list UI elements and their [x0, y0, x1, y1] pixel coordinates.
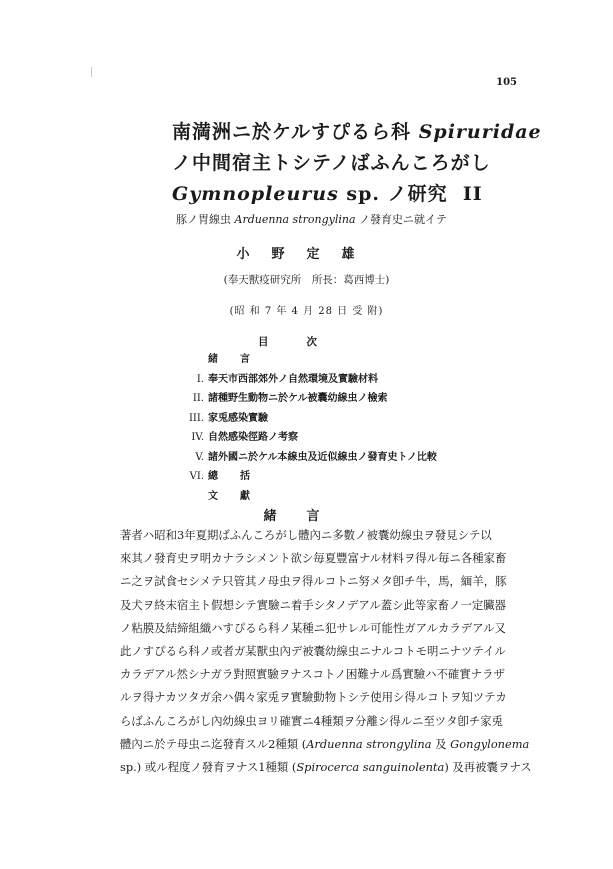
- title-line-3-numeral: II: [462, 183, 483, 205]
- title-line-3-jp: ノ研究: [387, 183, 448, 205]
- toc-item: 文獻: [208, 490, 272, 502]
- toc-item: II. 諸種野生動物ニ於ケル被囊幼線虫ノ檢索: [192, 393, 388, 404]
- toc-item: 緒言: [208, 354, 272, 365]
- author-affiliation: (奉天獸疫研究所 所長：葛西博士): [223, 274, 390, 286]
- body-line: 來其ノ發育史ヲ明カナラシメント欲シ毎夏豐富ナル材料ヲ得ル毎ニ各種家畜: [120, 551, 507, 566]
- toc-item: V. 諸外國ニ於ケル本線虫及近似線虫ノ發育史トノ比較: [195, 451, 437, 463]
- received-date: (昭 和 7 年 4 月 28 日 受 附): [229, 306, 384, 317]
- author-name: 小野定雄: [236, 247, 377, 262]
- subtitle-pre: 豚ノ胃線虫: [176, 213, 235, 226]
- toc-item: IV. 自然感染徑路ノ考察: [191, 432, 298, 443]
- table-of-contents: [178, 350, 437, 506]
- body-line: 此ノすぴるら科ノ或者ガ某獸虫內デ被囊幼線虫ニナルコトモ明ニナツテイル: [120, 643, 506, 658]
- body-line: らばふんころがし內幼線虫ヨリ確實ニ4種類ヲ分離シ得ルニ至ツタ卽チ家兎: [120, 713, 504, 728]
- title-line-1-latin: Spiruridae: [418, 121, 542, 143]
- title-line-3-latin: Gymnopleurus: [172, 183, 339, 205]
- body-line: sp.) 或ル程度ノ發育ヲナス1種類 (Spirocerca sanguinolenta) 及再被囊ヲナス: [120, 759, 532, 774]
- subtitle-latin: Arduenna strongylina: [234, 213, 356, 226]
- subtitle: [176, 211, 447, 227]
- title-line-3-sp: sp.: [338, 183, 388, 205]
- body-line: ルヲ得ナカツタガ余ハ偶々家兎ヲ實驗動物トシテ使用シ得ルコトヲ知ツテカ: [120, 690, 507, 705]
- scan-mark: [91, 67, 92, 77]
- body-line: ノ粘膜及結締組織ハすぴるら科ノ某種ニ犯サレル可能性ガアルカラデアル又: [120, 620, 506, 635]
- toc-item: I. 奉天市西部郊外ノ自然環境及實驗材料: [196, 373, 378, 385]
- title-line-1: [172, 117, 542, 144]
- body-line: 體內ニ於テ母虫ニ迄發育スル2種類 (Arduenna strongylina 及 Gongylonema: [120, 736, 530, 751]
- section-heading: 緒言: [263, 509, 350, 524]
- body-text: [120, 524, 532, 779]
- page-number: 105: [496, 77, 517, 88]
- subtitle-post: ノ發育史ニ就イテ: [355, 213, 448, 226]
- toc-item: VI. 總括: [189, 471, 272, 482]
- body-line: カラデアル然シナガラ對照實驗ヲナスコトノ困難ナル爲實驗ハ不確實ナラザ: [120, 667, 505, 682]
- body-line: 及犬ヲ終末宿主ト假想シテ實驗ニ着手シタノデアル蓋シ此等家畜ノ一定臟器: [120, 597, 507, 612]
- toc-item: III. 家兎感染實驗: [188, 412, 268, 424]
- body-line: 著者ハ昭和3年夏期ばふんころがし體內ニ多數ノ被囊幼線虫ヲ發見シテ以: [120, 528, 492, 542]
- title-line-3: [172, 179, 483, 206]
- title-line-1-jp: 南満洲ニ於ケルすぴるら科: [172, 121, 412, 143]
- title-line-2: ノ中間宿主トシテノばふんころがし: [172, 152, 491, 174]
- body-line: ニ之ヲ試食セシメテ只管其ノ母虫ヲ得ルコトニ努メタ卽チ牛，馬，緬羊，豚: [120, 574, 507, 589]
- toc-heading: 目次: [258, 336, 355, 348]
